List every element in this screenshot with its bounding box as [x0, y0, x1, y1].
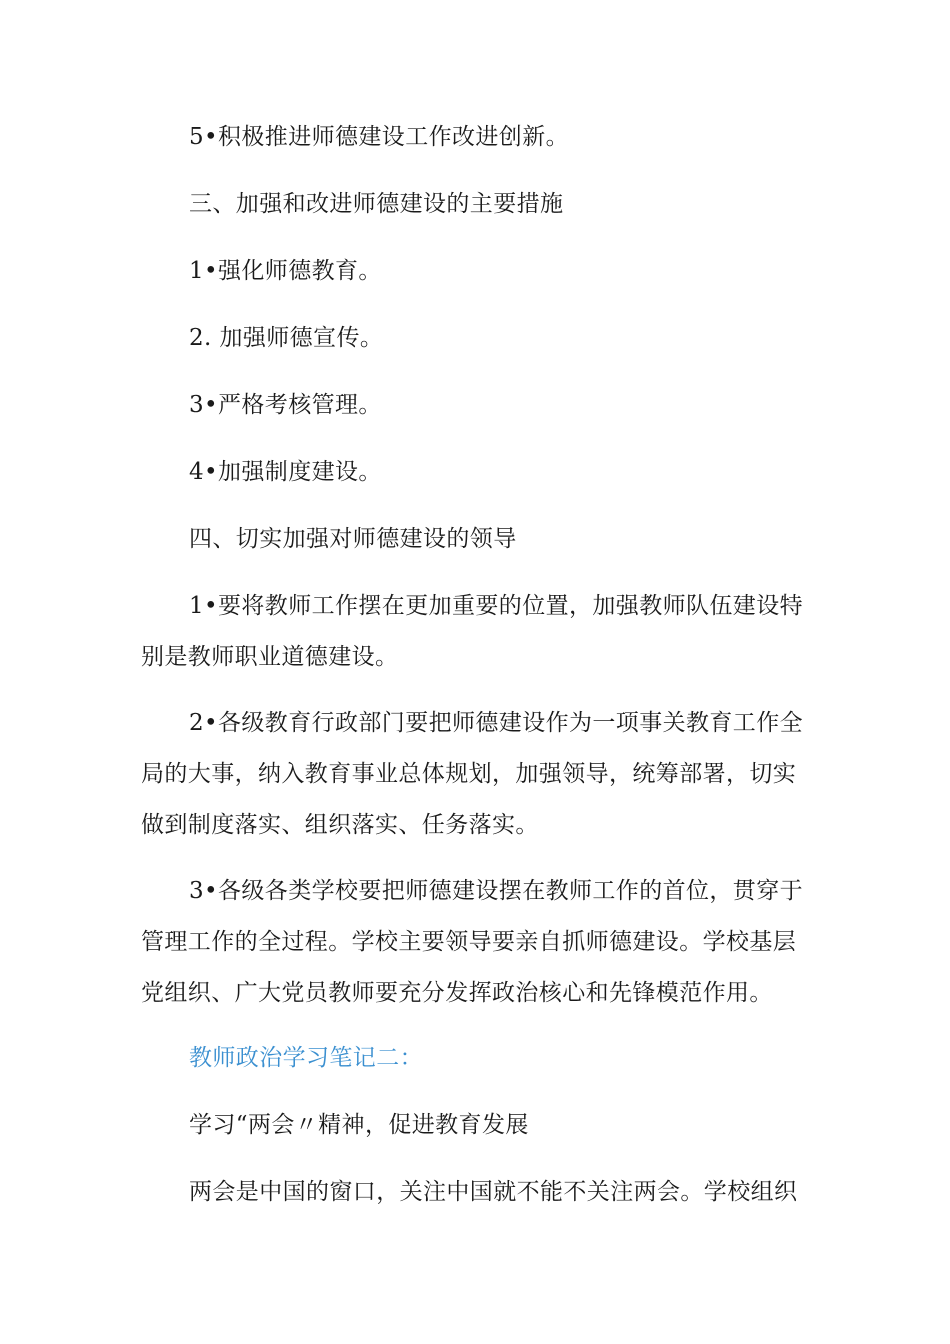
article-paragraph-line-1: 两会是中国的窗口，关注中国就不能不关注两会。学校组织: [189, 1179, 798, 1205]
measure-item-3: 3•严格考核管理。: [189, 392, 382, 418]
leadership-item-2-line-1: 2•各级教育行政部门要把师德建设作为一项事关教育工作全: [189, 710, 803, 736]
measure-item-2: 2. 加强师德宣传。: [189, 325, 384, 351]
leadership-item-2-line-2: 局的大事，纳入教育事业总体规划，加强领导，统筹部署，切实: [141, 761, 797, 787]
leadership-item-1-line-1: 1•要将教师工作摆在更加重要的位置，加强教师队伍建设特: [189, 593, 803, 619]
leadership-item-3-line-3: 党组织、广大党员教师要充分发挥政治核心和先锋模范作用。: [141, 980, 773, 1006]
measure-item-4: 4•加强制度建设。: [189, 459, 382, 485]
measure-item-1: 1•强化师德教育。: [189, 258, 382, 284]
section-heading-3: 三、加强和改进师德建设的主要措施: [189, 191, 564, 217]
leadership-item-1-line-2: 别是教师职业道德建设。: [141, 644, 399, 670]
leadership-item-3-line-2: 管理工作的全过程。学校主要领导要亲自抓师德建设。学校基层: [141, 929, 797, 955]
note-title-link[interactable]: 教师政治学习笔记二：: [189, 1045, 423, 1071]
leadership-item-2-line-3: 做到制度落实、组织落实、任务落实。: [141, 812, 539, 838]
section-heading-4: 四、切实加强对师德建设的领导: [189, 526, 517, 552]
leadership-item-3-line-1: 3•各级各类学校要把师德建设摆在教师工作的首位，贯穿于: [189, 878, 803, 904]
article-heading: 学习“两会〃精神，促进教育发展: [189, 1112, 529, 1138]
paragraph-item-5: 5•积极推进师德建设工作改进创新。: [189, 124, 569, 150]
